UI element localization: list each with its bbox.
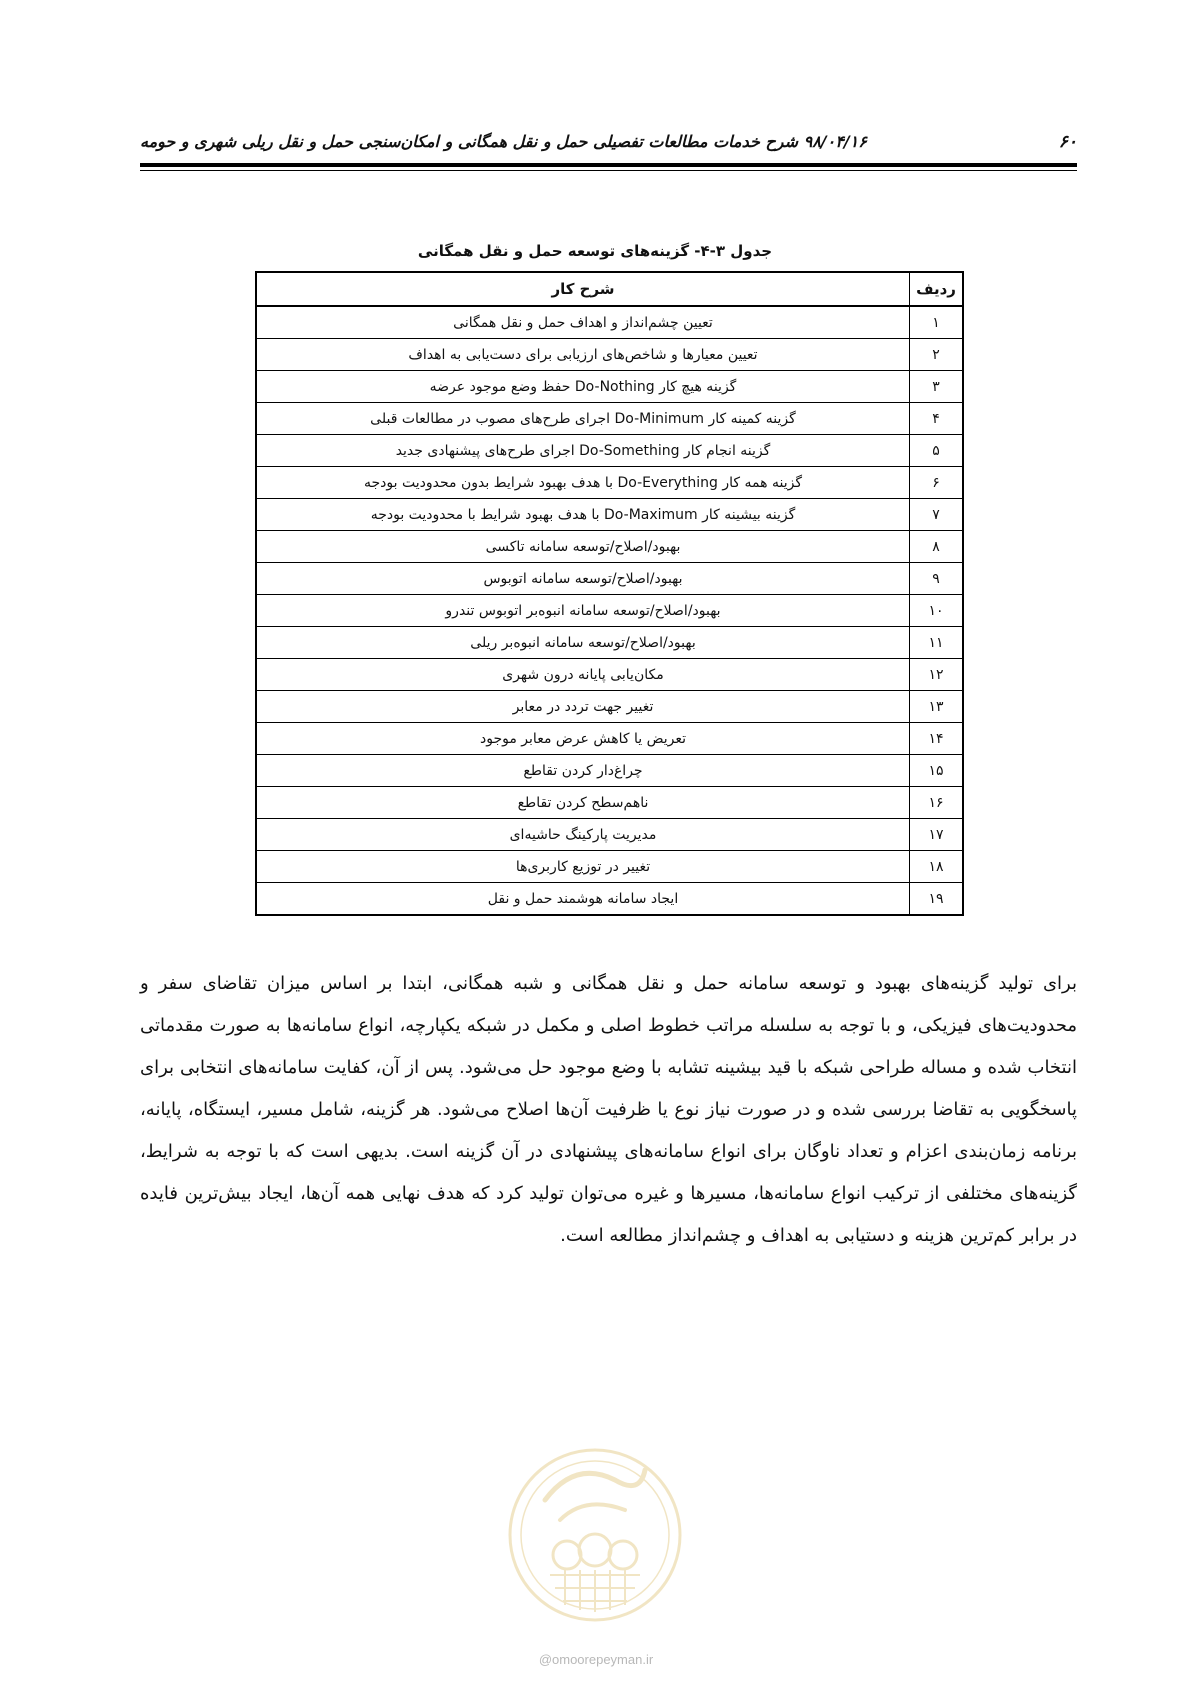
row-description-cell: تعریض یا کاهش عرض معابر موجود [256, 723, 910, 755]
page-header [140, 128, 1077, 162]
watermark-gear-icon [609, 1541, 637, 1569]
page-number: ۶۰ [1058, 132, 1077, 152]
options-table [255, 271, 964, 916]
table-row [256, 691, 963, 723]
table-body [256, 306, 963, 915]
row-number-cell: ۷ [910, 499, 964, 531]
table-row [256, 883, 963, 916]
row-number-cell: ۱۱ [910, 627, 964, 659]
row-description-cell: گزینه کمینه کار Do-Minimum اجرای طرح‌های مصوب در مطالعات قبلی [256, 403, 910, 435]
row-number-cell: ۸ [910, 531, 964, 563]
table-row [256, 819, 963, 851]
body-paragraph: برای تولید گزینه‌های بهبود و توسعه سامانه حمل و نقل همگانی و شبه همگانی، ابتدا بر اساس میزان تقاضای سفر و محدودیت‌های فیزیکی، و با توجه به سلسله مراتب خطوط اصلی و مکمل در شبکه یکپارچه، انواع سامانه‌ها به صورت مقدماتی انتخاب شده و مساله طراحی شبکه با قید بیشینه تشابه با وضع موجود حل می‌شود. پس از آن، کفایت سامانه‌های انتخابی برای پاسخگویی به تقاضا بررسی شده و در صورت نیاز نوع یا ظرفیت آن‌ها اصلاح می‌شود. هر گزینه، شامل مسیر، ایستگاه، پایانه، برنامه زمان‌بندی اعزام و تعداد ناوگان برای انواع سامانه‌های پیشنهادی در آن گزینه است. بدیهی است که با توجه به شرایط، گزینه‌های مختلفی از ترکیب انواع سامانه‌ها، مسیرها و غیره می‌توان تولید کرد که هدف نهایی همه آن‌ها، ایجاد بیش‌ترین فایده در برابر کم‌ترین هزینه و دستیابی به اهداف و چشم‌انداز مطالعه است. [140, 973, 1077, 1246]
watermark-calligraphy-stroke [545, 1470, 645, 1500]
row-description-cell: تعیین چشم‌انداز و اهداف حمل و نقل همگانی [256, 306, 910, 339]
row-number-cell: ۱۳ [910, 691, 964, 723]
row-number-cell: ۲ [910, 339, 964, 371]
table-row [256, 755, 963, 787]
table-row [256, 723, 963, 755]
table-row [256, 499, 963, 531]
table-row [256, 787, 963, 819]
running-header-title: ۹۸/۰۴/۱۶ شرح خدمات مطالعات تفصیلی حمل و نقل همگانی و امکان‌سنجی حمل و نقل ریلی شهری و حومه [140, 132, 867, 151]
row-description-cell: بهبود/اصلاح/توسعه سامانه انبوه‌بر اتوبوس تندرو [256, 595, 910, 627]
table-row [256, 306, 963, 339]
table-row [256, 563, 963, 595]
row-number-cell: ۵ [910, 435, 964, 467]
table-row [256, 371, 963, 403]
table-row [256, 595, 963, 627]
table-row [256, 851, 963, 883]
table-header-row [256, 272, 963, 306]
row-description-cell: ایجاد سامانه هوشمند حمل و نقل [256, 883, 910, 916]
header-rule-thick [140, 163, 1077, 167]
table-row [256, 467, 963, 499]
row-description-cell: ناهم‌سطح کردن تقاطع [256, 787, 910, 819]
row-number-cell: ۱۶ [910, 787, 964, 819]
watermark-grid-icon [550, 1570, 640, 1612]
row-number-cell: ۱۰ [910, 595, 964, 627]
row-description-cell: بهبود/اصلاح/توسعه سامانه تاکسی [256, 531, 910, 563]
row-number-cell: ۴ [910, 403, 964, 435]
table-row [256, 339, 963, 371]
row-description-cell: مدیریت پارکینگ حاشیه‌ای [256, 819, 910, 851]
column-header-description: شرح کار [256, 272, 910, 306]
row-description-cell: بهبود/اصلاح/توسعه سامانه انبوه‌بر ریلی [256, 627, 910, 659]
row-description-cell: گزینه انجام کار Do-Something اجرای طرح‌های پیشنهادی جدید [256, 435, 910, 467]
watermark-calligraphy-stroke [560, 1504, 625, 1520]
row-description-cell: گزینه بیشینه کار Do-Maximum با هدف بهبود شرایط با محدودیت بودجه [256, 499, 910, 531]
row-number-cell: ۱۷ [910, 819, 964, 851]
row-description-cell: چراغ‌دار کردن تقاطع [256, 755, 910, 787]
watermark-gear-icon [553, 1541, 581, 1569]
watermark-logo [505, 1440, 685, 1630]
row-description-cell: گزینه هیچ کار Do-Nothing حفظ وضع موجود عرضه [256, 371, 910, 403]
table-row [256, 403, 963, 435]
row-number-cell: ۱۵ [910, 755, 964, 787]
watermark-gear-icon [579, 1534, 611, 1566]
table-row [256, 531, 963, 563]
row-number-cell: ۱۸ [910, 851, 964, 883]
row-description-cell: گزینه همه کار Do-Everything با هدف بهبود شرایط بدون محدودیت بودجه [256, 467, 910, 499]
table-row [256, 627, 963, 659]
row-number-cell: ۶ [910, 467, 964, 499]
row-description-cell: تغییر جهت تردد در معابر [256, 691, 910, 723]
row-number-cell: ۳ [910, 371, 964, 403]
table-caption: جدول ۳-۴- گزینه‌های توسعه حمل و نقل همگانی [417, 242, 773, 260]
column-header-row-number: ردیف [910, 272, 964, 306]
row-description-cell: مکان‌یابی پایانه درون شهری [256, 659, 910, 691]
row-description-cell: تغییر در توزیع کاربری‌ها [256, 851, 910, 883]
row-number-cell: ۱۹ [910, 883, 964, 916]
table-row [256, 659, 963, 691]
row-description-cell: تعیین معیارها و شاخص‌های ارزیابی برای دست‌یابی به اهداف [256, 339, 910, 371]
row-number-cell: ۱ [910, 306, 964, 339]
row-number-cell: ۱۴ [910, 723, 964, 755]
row-number-cell: ۱۲ [910, 659, 964, 691]
row-description-cell: بهبود/اصلاح/توسعه سامانه اتوبوس [256, 563, 910, 595]
row-number-cell: ۹ [910, 563, 964, 595]
table-row [256, 435, 963, 467]
watermark-url: @omoorepeyman.ir [538, 1652, 654, 1667]
header-rule-thin [140, 170, 1077, 171]
